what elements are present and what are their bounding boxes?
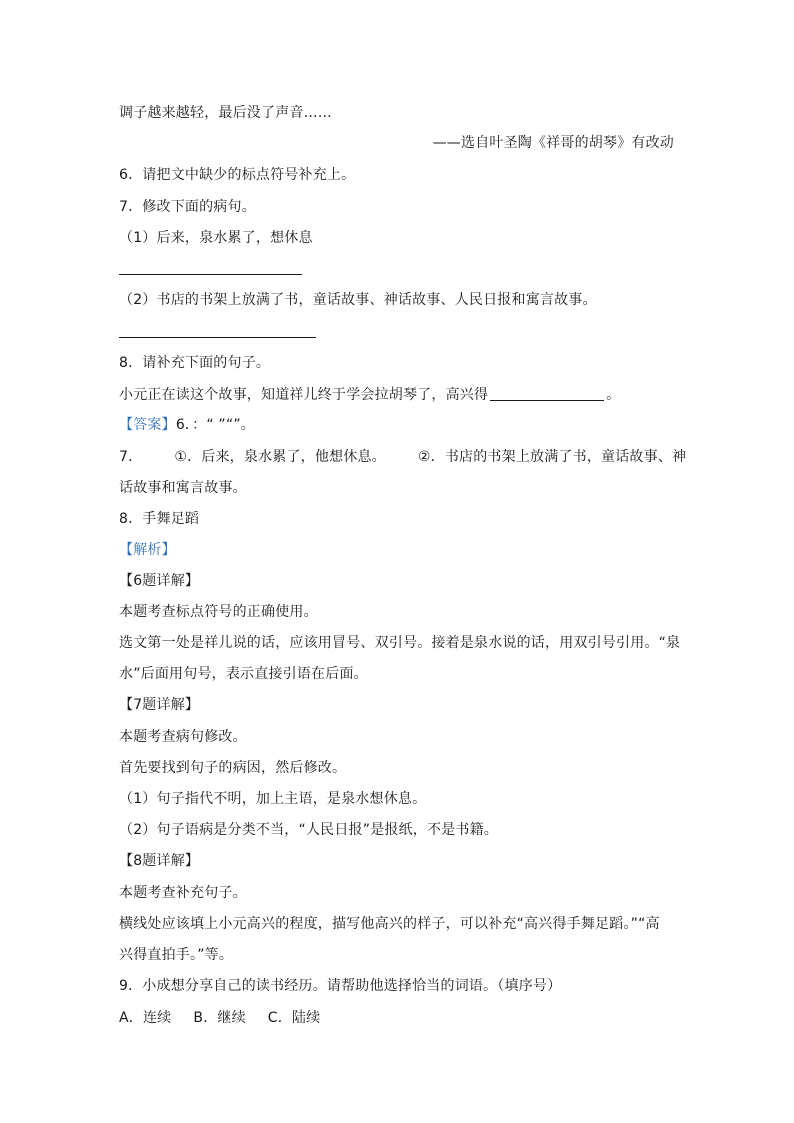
answer-8: 8．手舞足蹈 (119, 511, 200, 527)
question-6: 6．请把文中缺少的标点符号补充上。 (119, 167, 356, 183)
answer-7 (119, 447, 686, 467)
option-b: B．继续 (193, 1010, 246, 1026)
answer-6: 6．：“ ”“”。 (175, 417, 255, 433)
explain-7-line-3: （1）句子指代不明，加上主语，是泉水想休息。 (119, 791, 427, 807)
heading-8-explain: 【8题详解】 (119, 853, 200, 869)
question-7-sentence-2: （2）书店的书架上放满了书，童话故事、神话故事、人民日报和寓言故事。 (119, 292, 597, 308)
answer-7-part-2: ②．书店的书架上放满了书，童话故事、神 (417, 449, 687, 465)
explain-8-line-3: 兴得直拍手。”等。 (119, 947, 234, 963)
explain-8-line-2: 横线处应该填上小元高兴的程度，描写他高兴的样子，可以补充“高兴得手舞足蹈。”“高 (119, 916, 660, 932)
fill-blank (490, 399, 604, 401)
question-9: 9．小成想分享自己的读书经历。请帮助他选择恰当的词语。（填序号） (119, 978, 562, 994)
question-8-end: 。 (606, 387, 621, 403)
explain-6-line-1: 本题考查标点符号的正确使用。 (119, 604, 318, 620)
option-c: C．陆续 (267, 1010, 321, 1026)
source-citation: ——选自叶圣陶《祥哥的胡琴》有改动 (432, 135, 674, 151)
heading-7-explain: 【7题详解】 (119, 697, 200, 713)
answer-line-1 (119, 274, 302, 275)
answer-7-number: 7． (119, 449, 143, 465)
question-7-sentence-1: （1）后来，泉水累了，想休息 (119, 230, 313, 246)
heading-6-explain: 【6题详解】 (119, 573, 200, 589)
answer-7-continuation: 话故事和寓言故事。 (119, 480, 247, 496)
explain-6-line-2: 选文第一处是祥儿说的话，应该用冒号、双引号。接着是泉水说的话，用双引号引用。“泉 (119, 635, 681, 651)
question-7: 7．修改下面的病句。 (119, 199, 256, 215)
analysis-label: 【解析】 (119, 542, 176, 558)
question-8-sentence (119, 385, 620, 405)
question-8: 8．请补充下面的句子。 (119, 355, 271, 371)
explain-7-line-1: 本题考查病句修改。 (119, 729, 247, 745)
answer-line (119, 415, 255, 435)
option-a: A．连续 (119, 1010, 172, 1026)
explain-7-line-4: （2）句子语病是分类不当，“人民日报”是报纸，不是书籍。 (119, 822, 499, 838)
question-9-options (119, 1008, 320, 1028)
answer-label: 【答案】 (119, 417, 176, 433)
passage-last-line: 调子越来越轻，最后没了声音…… (119, 105, 332, 121)
question-8-text: 小元正在读这个故事，知道祥儿终于学会拉胡琴了，高兴得 (119, 387, 489, 403)
explain-7-line-2: 首先要找到句子的病因，然后修改。 (119, 760, 347, 776)
explain-8-line-1: 本题考查补充句子。 (119, 885, 247, 901)
explain-6-line-3: 水”后面用句号，表示直接引语在后面。 (119, 666, 368, 682)
answer-line-2 (119, 337, 316, 338)
answer-7-part-1: ①．后来，泉水累了，他想休息。 (174, 449, 386, 465)
